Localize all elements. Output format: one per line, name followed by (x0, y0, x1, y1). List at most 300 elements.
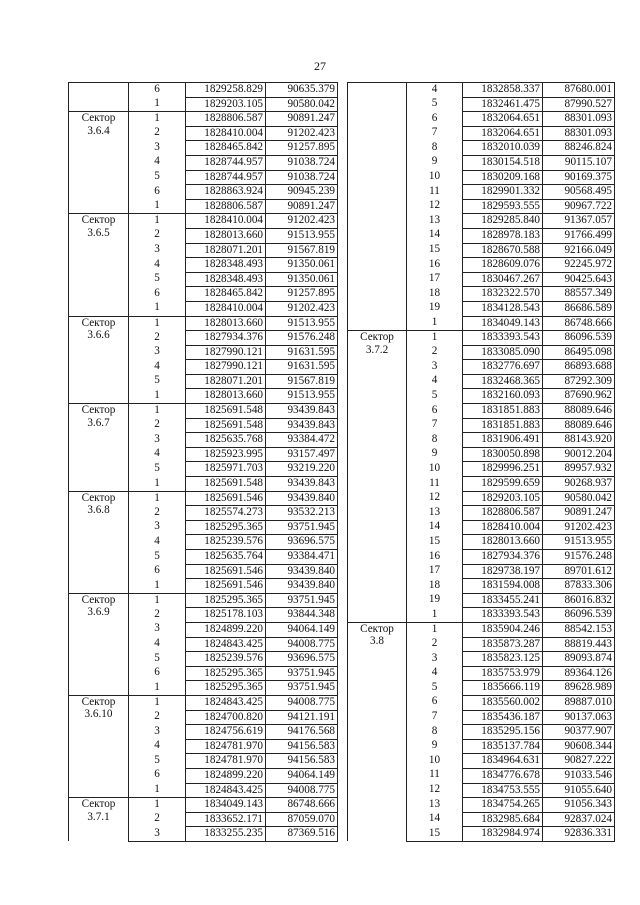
y-coordinate: 93439.843 (266, 477, 338, 492)
sector-label: Сектор 3.8 (348, 622, 407, 841)
table-row (348, 622, 615, 637)
y-coordinate: 88301.093 (543, 126, 615, 141)
point-number: 16 (407, 258, 463, 273)
sector-label: Сектор 3.6.5 (69, 214, 129, 316)
y-coordinate: 93439.843 (266, 418, 338, 433)
y-coordinate: 88301.093 (543, 112, 615, 127)
point-number: 1 (407, 331, 463, 346)
y-coordinate: 94176.568 (266, 725, 338, 740)
x-coordinate: 1825178.103 (186, 608, 266, 623)
y-coordinate: 91513.955 (266, 389, 338, 404)
y-coordinate: 90568.495 (543, 185, 615, 200)
y-coordinate: 89957.932 (543, 462, 615, 477)
x-coordinate: 1832322.570 (463, 287, 543, 302)
y-coordinate: 91513.955 (266, 316, 338, 331)
point-number: 12 (407, 783, 463, 798)
point-number: 4 (407, 374, 463, 389)
y-coordinate: 92166.049 (543, 243, 615, 258)
point-number: 7 (407, 126, 463, 141)
y-coordinate: 91631.595 (266, 345, 338, 360)
y-coordinate: 94156.583 (266, 739, 338, 754)
x-coordinate: 1828013.660 (186, 389, 266, 404)
point-number: 5 (129, 754, 186, 769)
point-number: 2 (129, 228, 186, 243)
x-coordinate: 1825295.365 (186, 681, 266, 696)
point-number: 3 (129, 243, 186, 258)
y-coordinate: 91257.895 (266, 287, 338, 302)
y-coordinate: 88542.153 (543, 622, 615, 637)
y-coordinate: 90827.222 (543, 754, 615, 769)
sector-label: Сектор 3.6.6 (69, 316, 129, 404)
point-number: 2 (129, 812, 186, 827)
y-coordinate: 91055.640 (543, 783, 615, 798)
point-number: 3 (129, 345, 186, 360)
y-coordinate: 86686.589 (543, 301, 615, 316)
y-coordinate: 91631.595 (266, 360, 338, 375)
point-number: 19 (407, 301, 463, 316)
y-coordinate: 89628.989 (543, 681, 615, 696)
y-coordinate: 93751.945 (266, 520, 338, 535)
right-coordinates-table (347, 82, 615, 842)
y-coordinate: 90635.379 (266, 83, 338, 98)
x-coordinate: 1825635.764 (186, 550, 266, 565)
y-coordinate: 91038.724 (266, 155, 338, 170)
x-coordinate: 1828013.660 (463, 535, 543, 550)
point-number: 13 (407, 214, 463, 229)
table-row (69, 404, 338, 419)
x-coordinate: 1825691.548 (186, 418, 266, 433)
y-coordinate: 93696.575 (266, 652, 338, 667)
point-number: 2 (129, 608, 186, 623)
y-coordinate: 89364.126 (543, 666, 615, 681)
x-coordinate: 1829901.332 (463, 185, 543, 200)
y-coordinate: 87292.309 (543, 374, 615, 389)
y-coordinate: 89887.010 (543, 695, 615, 710)
y-coordinate: 86096.539 (543, 331, 615, 346)
sector-label: Сектор 3.6.7 (69, 404, 129, 492)
x-coordinate: 1827934.376 (186, 331, 266, 346)
x-coordinate: 1832984.974 (463, 827, 543, 842)
y-coordinate: 92245.972 (543, 258, 615, 273)
x-coordinate: 1834753.555 (463, 783, 543, 798)
y-coordinate: 86016.832 (543, 593, 615, 608)
point-number: 1 (407, 622, 463, 637)
x-coordinate: 1834049.143 (463, 316, 543, 331)
x-coordinate: 1825971.703 (186, 462, 266, 477)
point-number: 1 (129, 301, 186, 316)
y-coordinate: 93439.840 (266, 564, 338, 579)
point-number: 4 (129, 155, 186, 170)
x-coordinate: 1833255.235 (186, 827, 266, 842)
x-coordinate: 1825635.768 (186, 433, 266, 448)
x-coordinate: 1829203.105 (186, 97, 266, 112)
x-coordinate: 1828863.924 (186, 185, 266, 200)
y-coordinate: 94121.191 (266, 710, 338, 725)
point-number: 5 (407, 97, 463, 112)
y-coordinate: 93532.213 (266, 506, 338, 521)
x-coordinate: 1830154.518 (463, 155, 543, 170)
x-coordinate: 1824843.425 (186, 783, 266, 798)
table-row (348, 331, 615, 346)
x-coordinate: 1828013.660 (186, 228, 266, 243)
y-coordinate: 90945.239 (266, 185, 338, 200)
table-row (69, 83, 338, 98)
point-number: 3 (129, 622, 186, 637)
x-coordinate: 1832461.475 (463, 97, 543, 112)
x-coordinate: 1829996.251 (463, 462, 543, 477)
x-coordinate: 1835137.784 (463, 739, 543, 754)
point-number: 1 (129, 316, 186, 331)
sector-label: Сектор 3.6.8 (69, 491, 129, 593)
x-coordinate: 1825295.365 (186, 593, 266, 608)
x-coordinate: 1829258.829 (186, 83, 266, 98)
point-number: 10 (407, 462, 463, 477)
point-number: 5 (129, 652, 186, 667)
point-number: 4 (407, 666, 463, 681)
y-coordinate: 91202.423 (543, 520, 615, 535)
point-number: 8 (407, 725, 463, 740)
point-number: 1 (129, 389, 186, 404)
point-number: 10 (407, 170, 463, 185)
point-number: 1 (129, 404, 186, 419)
point-number: 1 (129, 579, 186, 594)
x-coordinate: 1829738.197 (463, 564, 543, 579)
point-number: 2 (129, 506, 186, 521)
point-number: 7 (407, 418, 463, 433)
point-number: 2 (407, 345, 463, 360)
y-coordinate: 90580.042 (266, 97, 338, 112)
y-coordinate: 91257.895 (266, 141, 338, 156)
point-number: 18 (407, 287, 463, 302)
y-coordinate: 93751.945 (266, 666, 338, 681)
y-coordinate: 91513.955 (543, 535, 615, 550)
y-coordinate: 91056.343 (543, 798, 615, 813)
y-coordinate: 88246.824 (543, 141, 615, 156)
point-number: 16 (407, 550, 463, 565)
point-number: 6 (129, 185, 186, 200)
point-number: 11 (407, 768, 463, 783)
point-number: 1 (129, 214, 186, 229)
y-coordinate: 88143.920 (543, 433, 615, 448)
x-coordinate: 1832010.039 (463, 141, 543, 156)
x-coordinate: 1825295.365 (186, 666, 266, 681)
x-coordinate: 1832064.651 (463, 112, 543, 127)
x-coordinate: 1828348.493 (186, 272, 266, 287)
point-number: 5 (407, 389, 463, 404)
x-coordinate: 1824899.220 (186, 768, 266, 783)
x-coordinate: 1824756.619 (186, 725, 266, 740)
y-coordinate: 86748.666 (266, 798, 338, 813)
point-number: 7 (407, 710, 463, 725)
y-coordinate: 88557.349 (543, 287, 615, 302)
x-coordinate: 1833455.241 (463, 593, 543, 608)
point-number: 14 (407, 520, 463, 535)
sector-label (348, 83, 407, 331)
table-row (69, 112, 338, 127)
point-number: 3 (129, 141, 186, 156)
point-number: 3 (129, 433, 186, 448)
table-row (69, 798, 338, 813)
point-number: 15 (407, 827, 463, 842)
y-coordinate: 92836.331 (543, 827, 615, 842)
point-number: 1 (407, 316, 463, 331)
x-coordinate: 1827934.376 (463, 550, 543, 565)
x-coordinate: 1828071.201 (186, 374, 266, 389)
y-coordinate: 90137.063 (543, 710, 615, 725)
y-coordinate: 90012.204 (543, 447, 615, 462)
point-number: 6 (129, 666, 186, 681)
x-coordinate: 1825295.365 (186, 520, 266, 535)
point-number: 15 (407, 243, 463, 258)
x-coordinate: 1835753.979 (463, 666, 543, 681)
y-coordinate: 93219.220 (266, 462, 338, 477)
x-coordinate: 1828348.493 (186, 258, 266, 273)
sector-label: Сектор 3.6.9 (69, 593, 129, 695)
table-row (69, 491, 338, 506)
y-coordinate: 91567.819 (266, 243, 338, 258)
y-coordinate: 93844.348 (266, 608, 338, 623)
y-coordinate: 93751.945 (266, 593, 338, 608)
y-coordinate: 91350.061 (266, 258, 338, 273)
y-coordinate: 94064.149 (266, 622, 338, 637)
y-coordinate: 93384.472 (266, 433, 338, 448)
y-coordinate: 91576.248 (543, 550, 615, 565)
x-coordinate: 1824899.220 (186, 622, 266, 637)
point-number: 19 (407, 593, 463, 608)
x-coordinate: 1835560.002 (463, 695, 543, 710)
point-number: 1 (129, 97, 186, 112)
x-coordinate: 1832985.684 (463, 812, 543, 827)
x-coordinate: 1828410.004 (186, 126, 266, 141)
point-number: 12 (407, 199, 463, 214)
point-number: 17 (407, 564, 463, 579)
point-number: 6 (129, 564, 186, 579)
x-coordinate: 1834776.678 (463, 768, 543, 783)
y-coordinate: 91567.819 (266, 374, 338, 389)
x-coordinate: 1828465.842 (186, 141, 266, 156)
y-coordinate: 91513.955 (266, 228, 338, 243)
point-number: 2 (129, 331, 186, 346)
point-number: 3 (129, 520, 186, 535)
point-number: 6 (407, 404, 463, 419)
x-coordinate: 1825691.546 (186, 564, 266, 579)
x-coordinate: 1835873.287 (463, 637, 543, 652)
x-coordinate: 1825574.273 (186, 506, 266, 521)
point-number: 1 (407, 608, 463, 623)
point-number: 11 (407, 477, 463, 492)
x-coordinate: 1825691.546 (186, 579, 266, 594)
point-number: 1 (129, 798, 186, 813)
sector-label: Сектор 3.6.10 (69, 695, 129, 797)
y-coordinate: 90425.643 (543, 272, 615, 287)
y-coordinate: 86893.688 (543, 360, 615, 375)
y-coordinate: 94008.775 (266, 783, 338, 798)
y-coordinate: 86748.666 (543, 316, 615, 331)
point-number: 3 (129, 827, 186, 842)
y-coordinate: 87680.001 (543, 83, 615, 98)
y-coordinate: 91576.248 (266, 331, 338, 346)
x-coordinate: 1827990.121 (186, 360, 266, 375)
point-number: 1 (129, 681, 186, 696)
point-number: 8 (407, 433, 463, 448)
x-coordinate: 1828465.842 (186, 287, 266, 302)
x-coordinate: 1831851.883 (463, 418, 543, 433)
y-coordinate: 87369.516 (266, 827, 338, 842)
y-coordinate: 89093.874 (543, 652, 615, 667)
y-coordinate: 90580.042 (543, 491, 615, 506)
y-coordinate: 90967.722 (543, 199, 615, 214)
x-coordinate: 1834049.143 (186, 798, 266, 813)
x-coordinate: 1828806.587 (186, 112, 266, 127)
table-row (69, 695, 338, 710)
y-coordinate: 87833.306 (543, 579, 615, 594)
point-number: 9 (407, 447, 463, 462)
x-coordinate: 1827990.121 (186, 345, 266, 360)
point-number: 4 (129, 739, 186, 754)
y-coordinate: 90891.247 (543, 506, 615, 521)
y-coordinate: 88089.646 (543, 418, 615, 433)
point-number: 1 (129, 199, 186, 214)
x-coordinate: 1835666.119 (463, 681, 543, 696)
y-coordinate: 93439.840 (266, 579, 338, 594)
sector-label (69, 83, 129, 112)
x-coordinate: 1831851.883 (463, 404, 543, 419)
x-coordinate: 1828410.004 (463, 520, 543, 535)
x-coordinate: 1828978.183 (463, 228, 543, 243)
point-number: 5 (129, 272, 186, 287)
point-number: 10 (407, 754, 463, 769)
point-number: 13 (407, 798, 463, 813)
x-coordinate: 1829285.840 (463, 214, 543, 229)
point-number: 9 (407, 155, 463, 170)
point-number: 1 (129, 477, 186, 492)
y-coordinate: 94008.775 (266, 637, 338, 652)
x-coordinate: 1834754.265 (463, 798, 543, 813)
x-coordinate: 1829203.105 (463, 491, 543, 506)
point-number: 1 (129, 695, 186, 710)
y-coordinate: 91202.423 (266, 301, 338, 316)
x-coordinate: 1832858.337 (463, 83, 543, 98)
point-number: 3 (129, 725, 186, 740)
y-coordinate: 87990.527 (543, 97, 615, 112)
x-coordinate: 1824843.425 (186, 637, 266, 652)
point-number: 1 (129, 491, 186, 506)
x-coordinate: 1828806.587 (186, 199, 266, 214)
x-coordinate: 1828744.957 (186, 170, 266, 185)
y-coordinate: 90891.247 (266, 112, 338, 127)
y-coordinate: 87690.962 (543, 389, 615, 404)
y-coordinate: 86495.098 (543, 345, 615, 360)
x-coordinate: 1830209.168 (463, 170, 543, 185)
y-coordinate: 88819.443 (543, 637, 615, 652)
y-coordinate: 94064.149 (266, 768, 338, 783)
table-row (69, 593, 338, 608)
x-coordinate: 1828609.076 (463, 258, 543, 273)
point-number: 14 (407, 812, 463, 827)
point-number: 11 (407, 185, 463, 200)
x-coordinate: 1832160.093 (463, 389, 543, 404)
x-coordinate: 1832064.651 (463, 126, 543, 141)
point-number: 4 (129, 637, 186, 652)
sector-label: Сектор 3.7.2 (348, 331, 407, 623)
point-number: 8 (407, 141, 463, 156)
y-coordinate: 90169.375 (543, 170, 615, 185)
y-coordinate: 92837.024 (543, 812, 615, 827)
sector-label: Сектор 3.7.1 (69, 798, 129, 842)
y-coordinate: 91766.499 (543, 228, 615, 243)
y-coordinate: 90268.937 (543, 477, 615, 492)
point-number: 4 (129, 258, 186, 273)
point-number: 6 (407, 695, 463, 710)
table-row (69, 316, 338, 331)
y-coordinate: 93384.471 (266, 550, 338, 565)
y-coordinate: 93439.840 (266, 491, 338, 506)
x-coordinate: 1830467.267 (463, 272, 543, 287)
point-number: 6 (407, 112, 463, 127)
x-coordinate: 1825691.548 (186, 477, 266, 492)
point-number: 4 (129, 447, 186, 462)
x-coordinate: 1828806.587 (463, 506, 543, 521)
y-coordinate: 91202.423 (266, 214, 338, 229)
x-coordinate: 1824843.425 (186, 695, 266, 710)
y-coordinate: 91038.724 (266, 170, 338, 185)
point-number: 12 (407, 491, 463, 506)
point-number: 5 (407, 681, 463, 696)
y-coordinate: 91350.061 (266, 272, 338, 287)
x-coordinate: 1825923.995 (186, 447, 266, 462)
y-coordinate: 88089.646 (543, 404, 615, 419)
table-row (69, 214, 338, 229)
page-number: 27 (314, 59, 326, 73)
point-number: 13 (407, 506, 463, 521)
x-coordinate: 1825239.576 (186, 652, 266, 667)
point-number: 9 (407, 739, 463, 754)
y-coordinate: 91202.423 (266, 126, 338, 141)
x-coordinate: 1824781.970 (186, 754, 266, 769)
x-coordinate: 1828410.004 (186, 214, 266, 229)
y-coordinate: 93157.497 (266, 447, 338, 462)
x-coordinate: 1835823.125 (463, 652, 543, 667)
x-coordinate: 1824781.970 (186, 739, 266, 754)
point-number: 3 (407, 652, 463, 667)
point-number: 5 (129, 550, 186, 565)
point-number: 3 (407, 360, 463, 375)
y-coordinate: 93696.575 (266, 535, 338, 550)
point-number: 5 (129, 462, 186, 477)
x-coordinate: 1829599.659 (463, 477, 543, 492)
x-coordinate: 1832468.365 (463, 374, 543, 389)
point-number: 2 (407, 637, 463, 652)
x-coordinate: 1828744.957 (186, 155, 266, 170)
x-coordinate: 1829593.555 (463, 199, 543, 214)
table-row (348, 83, 615, 98)
point-number: 6 (129, 287, 186, 302)
point-number: 18 (407, 579, 463, 594)
point-number: 5 (129, 374, 186, 389)
point-number: 2 (129, 126, 186, 141)
point-number: 4 (129, 360, 186, 375)
y-coordinate: 93439.843 (266, 404, 338, 419)
x-coordinate: 1835295.156 (463, 725, 543, 740)
point-number: 2 (129, 418, 186, 433)
x-coordinate: 1832776.697 (463, 360, 543, 375)
x-coordinate: 1834964.631 (463, 754, 543, 769)
x-coordinate: 1834128.543 (463, 301, 543, 316)
y-coordinate: 94008.775 (266, 695, 338, 710)
y-coordinate: 90115.107 (543, 155, 615, 170)
x-coordinate: 1824700.820 (186, 710, 266, 725)
x-coordinate: 1830050.898 (463, 447, 543, 462)
